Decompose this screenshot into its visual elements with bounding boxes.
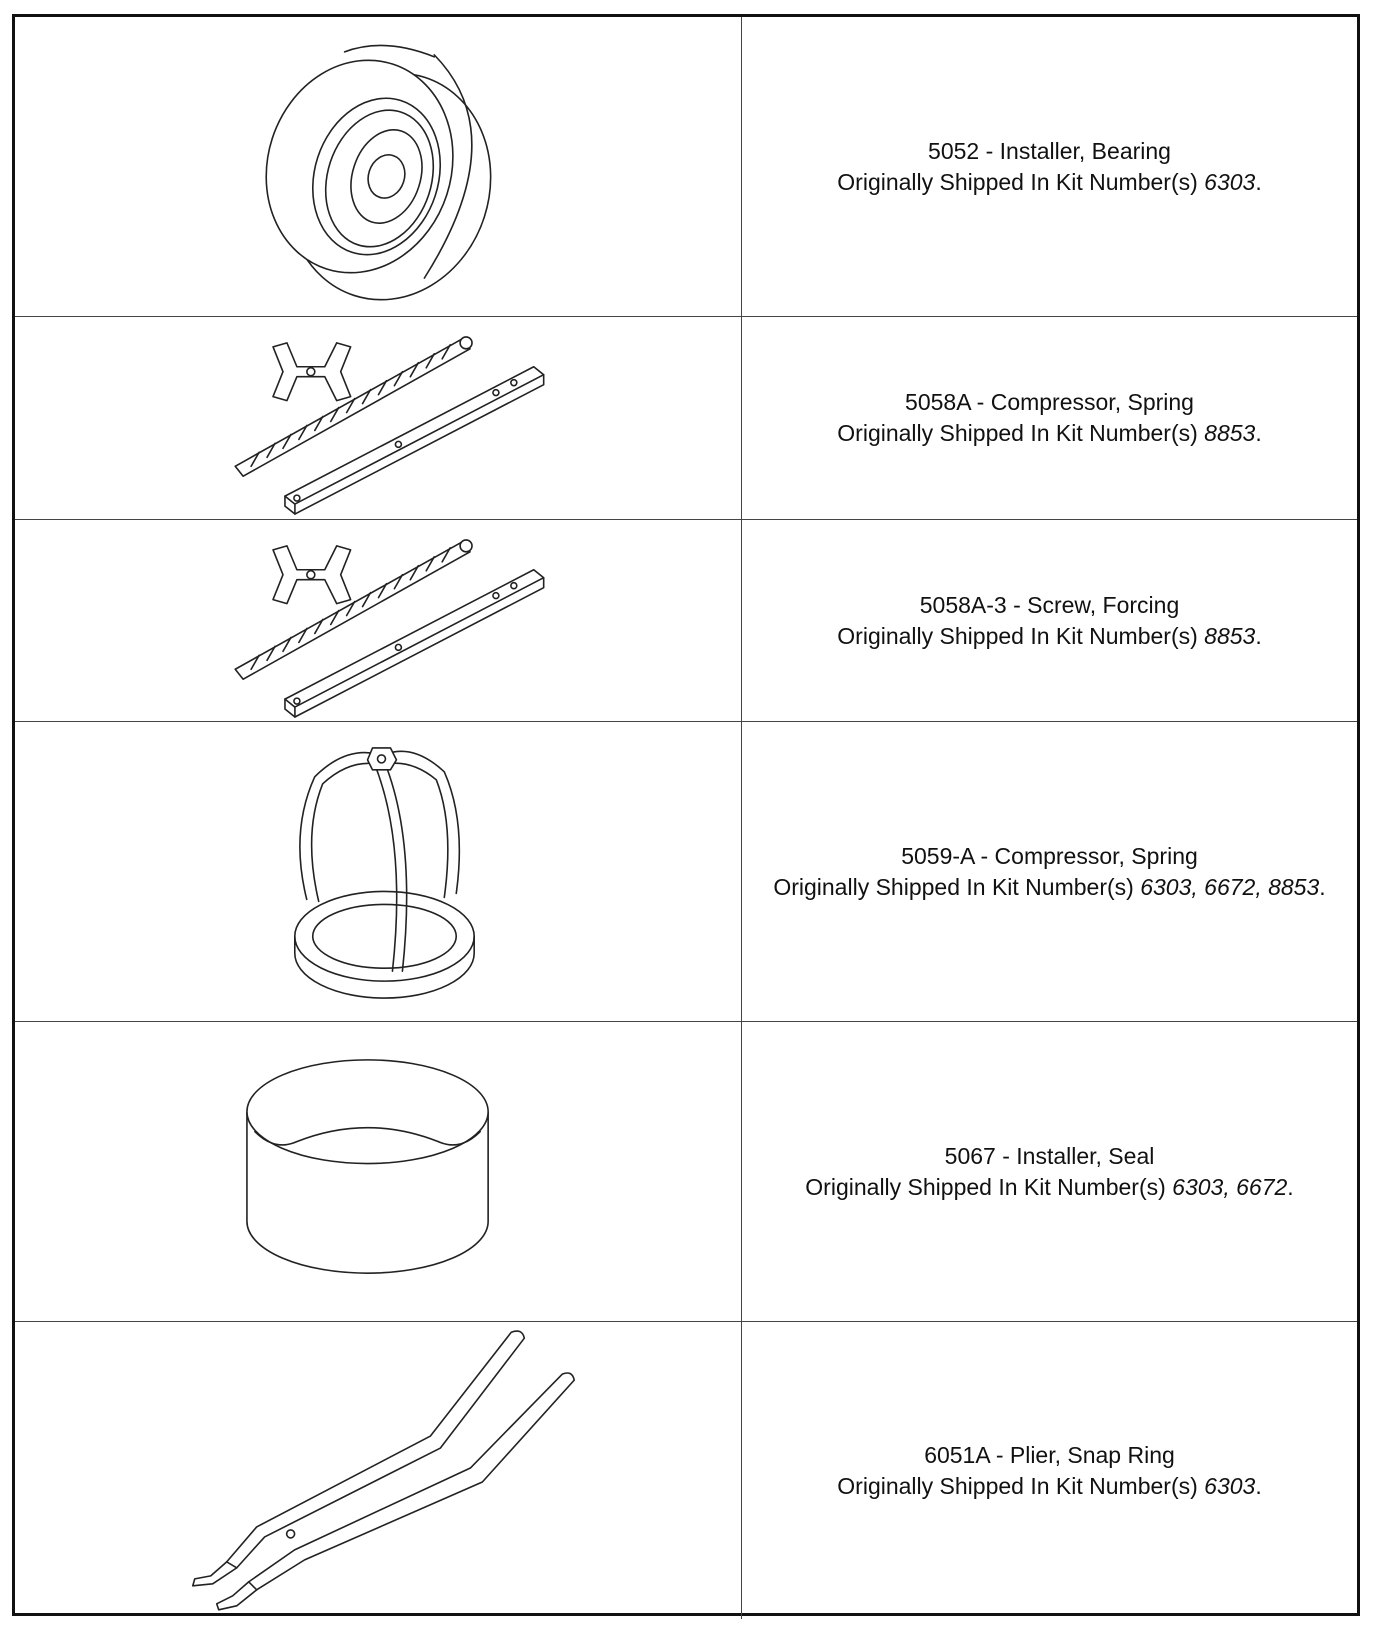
kit-line: Originally Shipped In Kit Number(s) 6303, 6672, 8853. bbox=[773, 873, 1326, 900]
snap-ring-plier-icon bbox=[15, 1322, 741, 1619]
kit-line: Originally Shipped In Kit Number(s) 6303. bbox=[837, 1472, 1262, 1499]
spring-compressor-cage-icon bbox=[15, 722, 741, 1021]
kit-numbers: 6303 bbox=[1204, 1472, 1256, 1499]
kit-line: Originally Shipped In Kit Number(s) 8853. bbox=[837, 420, 1262, 446]
kit-numbers: 8853 bbox=[1204, 420, 1256, 446]
image-cell bbox=[15, 520, 742, 721]
table-row bbox=[15, 520, 1357, 722]
table-row bbox=[15, 722, 1357, 1022]
description-cell bbox=[742, 520, 1357, 721]
table-row bbox=[15, 1022, 1357, 1322]
table-row bbox=[15, 317, 1357, 520]
table-row bbox=[15, 1322, 1357, 1619]
kit-numbers: 6303 bbox=[1204, 168, 1256, 195]
description-cell bbox=[742, 1022, 1357, 1321]
image-cell bbox=[15, 17, 742, 316]
tool-name: 5067 - Installer, Seal bbox=[944, 1142, 1155, 1169]
image-cell bbox=[15, 1322, 742, 1619]
description-cell bbox=[742, 1322, 1357, 1619]
kit-numbers: 6303, 6672, 8853 bbox=[1140, 873, 1320, 900]
description-cell bbox=[742, 722, 1357, 1021]
tool-name: 5059-A - Compressor, Spring bbox=[901, 842, 1198, 869]
image-cell bbox=[15, 317, 742, 519]
tool-table bbox=[12, 14, 1360, 1616]
image-cell bbox=[15, 1022, 742, 1321]
tool-name: 5052 - Installer, Bearing bbox=[928, 137, 1171, 164]
bearing-installer-icon bbox=[15, 17, 741, 316]
tool-name: 5058A - Compressor, Spring bbox=[905, 389, 1194, 415]
kit-numbers: 6303, 6672 bbox=[1172, 1173, 1288, 1200]
kit-line: Originally Shipped In Kit Number(s) 6303. bbox=[837, 168, 1262, 195]
seal-installer-icon bbox=[15, 1022, 741, 1321]
image-cell bbox=[15, 722, 742, 1021]
table-row bbox=[15, 17, 1357, 317]
kit-numbers: 8853 bbox=[1204, 622, 1256, 649]
description-cell bbox=[742, 317, 1357, 519]
spring-compressor-kit-icon bbox=[15, 317, 741, 519]
kit-line: Originally Shipped In Kit Number(s) 6303, 6672. bbox=[805, 1173, 1294, 1200]
forcing-screw-kit-icon bbox=[15, 520, 741, 721]
kit-line: Originally Shipped In Kit Number(s) 8853. bbox=[837, 622, 1262, 649]
tool-name: 6051A - Plier, Snap Ring bbox=[924, 1441, 1175, 1468]
description-cell bbox=[742, 17, 1357, 316]
tool-name: 5058A-3 - Screw, Forcing bbox=[919, 591, 1180, 618]
